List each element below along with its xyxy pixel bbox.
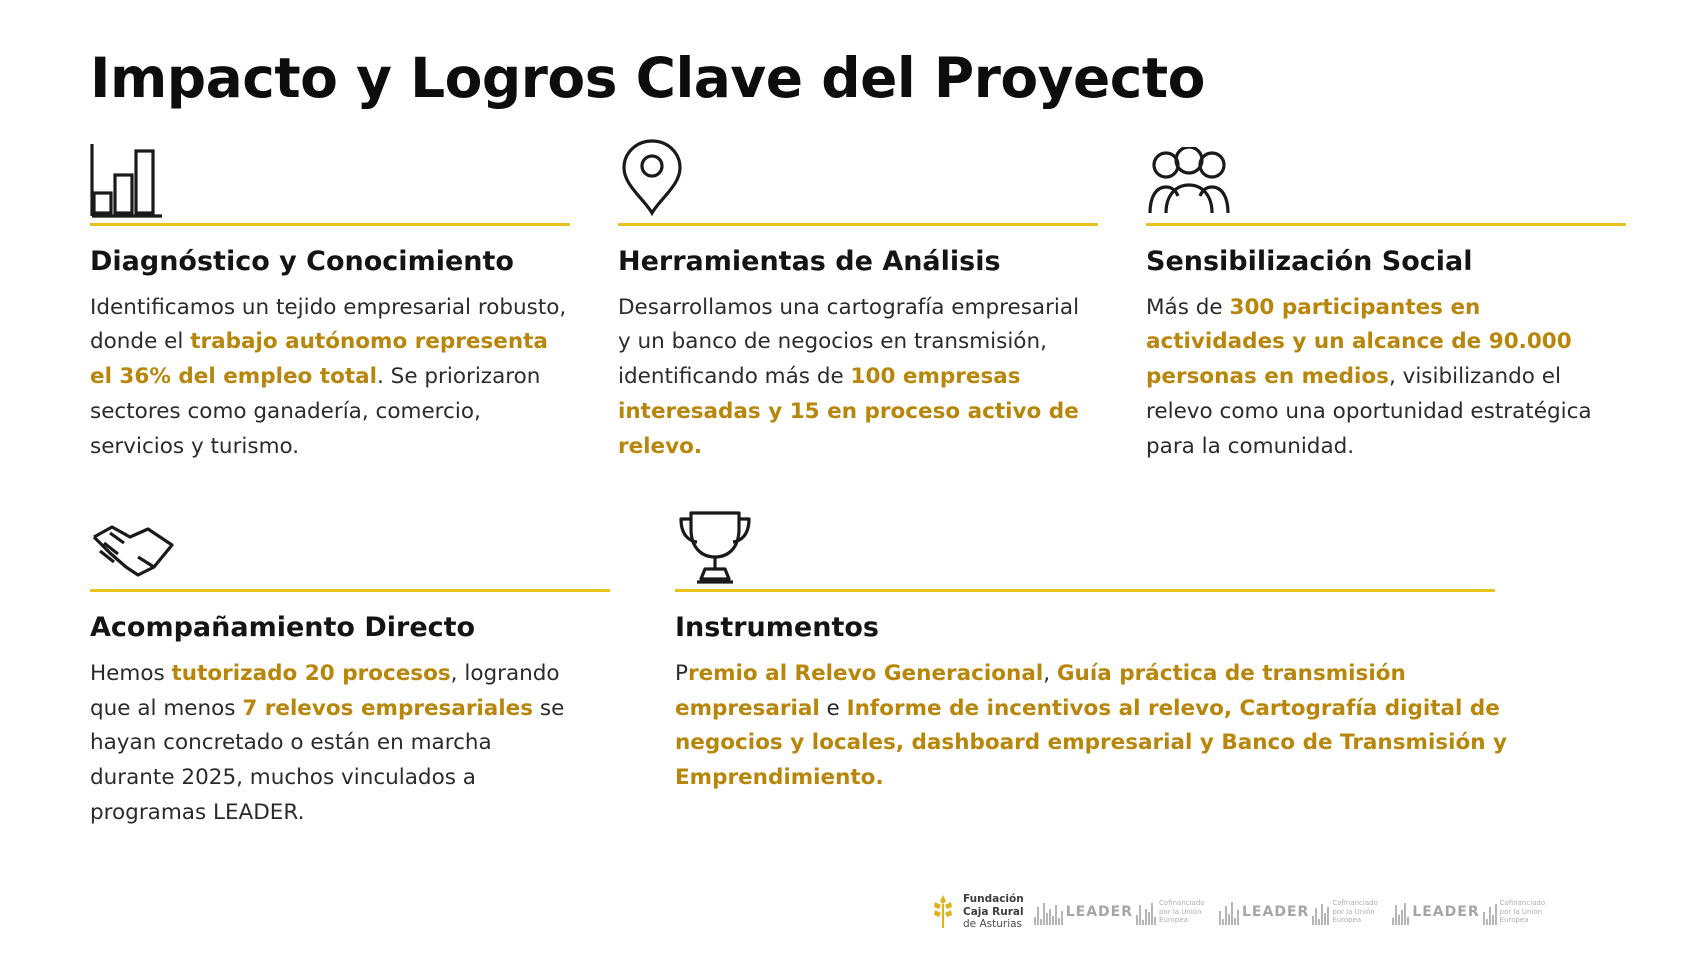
page-title: Impacto y Logros Clave del Proyecto	[90, 46, 1205, 110]
text-run: P	[675, 660, 688, 686]
fundacion-name	[963, 893, 1024, 930]
card-title: Herramientas de Análisis	[618, 245, 1001, 277]
text-run-highlight: 100 empresas interesadas y 15 en proceso activo de relevo.	[618, 364, 1079, 459]
card-diagnostico	[90, 137, 588, 465]
card-herramientas	[618, 137, 1116, 465]
text-run: e	[819, 695, 847, 721]
text-run: ,	[1043, 660, 1057, 686]
text-run-highlight: 300 participantes en actividades y un alcance de 90.000 personas en medios	[1146, 294, 1572, 390]
decorative-bars	[1219, 899, 1239, 925]
card-body	[1146, 291, 1626, 465]
card-sensibilizacion	[1146, 137, 1644, 465]
trophy-icon	[675, 503, 1537, 589]
card-body	[675, 657, 1537, 796]
card-instrumentos	[675, 503, 1555, 831]
cofinance-label: Cofinanciado por la Unión Europea	[1332, 898, 1378, 925]
handshake-icon	[90, 503, 570, 589]
leader-label: LEADER	[1065, 904, 1134, 920]
text-run: . Se priorizaron sectores como ganadería, comercio, servicios y turismo.	[90, 364, 541, 459]
people-group-icon	[1146, 137, 1626, 223]
card-body	[618, 291, 1098, 465]
card-accent-rule	[90, 589, 610, 592]
leader-label: LEADER	[1412, 904, 1480, 920]
card-title: Acompañamiento Directo	[90, 611, 476, 643]
text-run: Más de	[1146, 294, 1230, 320]
card-accent-rule	[618, 223, 1098, 226]
text-run-highlight: tutorizado 20 procesos	[171, 660, 451, 686]
leader-logo-3	[1392, 899, 1555, 925]
decorative-bars	[1034, 899, 1063, 925]
text-run-highlight: Guía práctica de transmisión empresarial	[675, 660, 1406, 721]
card-acompanamiento	[90, 503, 588, 831]
text-run: se hayan concretado o están en marcha durante 2025, muchos vinculados a programas LEADER.	[90, 695, 565, 826]
map-pin-icon	[618, 137, 1098, 223]
leader-label: LEADER	[1242, 904, 1310, 920]
text-run: Hemos	[90, 660, 172, 686]
card-accent-rule	[675, 589, 1495, 592]
cards-row-2	[90, 503, 1623, 831]
leader-partner-logos	[1034, 899, 1630, 925]
cofinance-label: Cofinanciado por la Unión Europea	[1159, 898, 1205, 925]
text-run-highlight: remio al Relevo Generacional	[687, 660, 1044, 686]
leader-logo-2	[1219, 899, 1388, 925]
text-run: Desarrollamos una cartografía empresarial y un banco de negocios en transmisión, identificando más de	[618, 294, 1080, 390]
decorative-bars	[1312, 899, 1329, 925]
text-run: , logrando que al menos	[90, 660, 560, 721]
fundacion-line-1: Fundación	[963, 893, 1024, 906]
bar-chart-icon	[90, 137, 570, 223]
footer-logo-band	[930, 885, 1630, 939]
card-body	[90, 291, 570, 465]
wheat-icon	[930, 895, 956, 929]
cards-row-1	[90, 137, 1623, 465]
cofinance-label: Cofinanciado por la Unión Europea	[1499, 898, 1546, 925]
card-title: Diagnóstico y Conocimiento	[90, 245, 514, 277]
fundacion-line-2: Caja Rural	[963, 905, 1024, 918]
card-title: Sensibilización Social	[1146, 245, 1473, 277]
decorative-bars	[1136, 899, 1156, 925]
fundacion-caja-rural-logo	[930, 893, 1024, 930]
text-run-highlight: trabajo autónomo representa el 36% del empleo total	[90, 329, 548, 390]
decorative-bars	[1483, 899, 1497, 925]
card-body	[90, 657, 570, 831]
text-run-highlight: Informe de incentivos al relevo, Cartografía digital de negocios y locales, dashboard empresarial y Banco de Transmisión y Emprendimiento.	[675, 695, 1508, 791]
decorative-bars	[1392, 899, 1409, 925]
text-run: , visibilizando el relevo como una oportunidad estratégica para la comunidad.	[1146, 364, 1592, 459]
fundacion-line-3: de Asturias	[963, 918, 1023, 931]
card-accent-rule	[90, 223, 570, 226]
text-run: Identificamos un tejido empresarial robusto, donde el	[90, 294, 567, 355]
card-accent-rule	[1146, 223, 1626, 226]
text-run-highlight: 7 relevos empresariales	[242, 695, 534, 721]
card-title: Instrumentos	[675, 611, 879, 643]
leader-logo-1	[1034, 899, 1215, 925]
